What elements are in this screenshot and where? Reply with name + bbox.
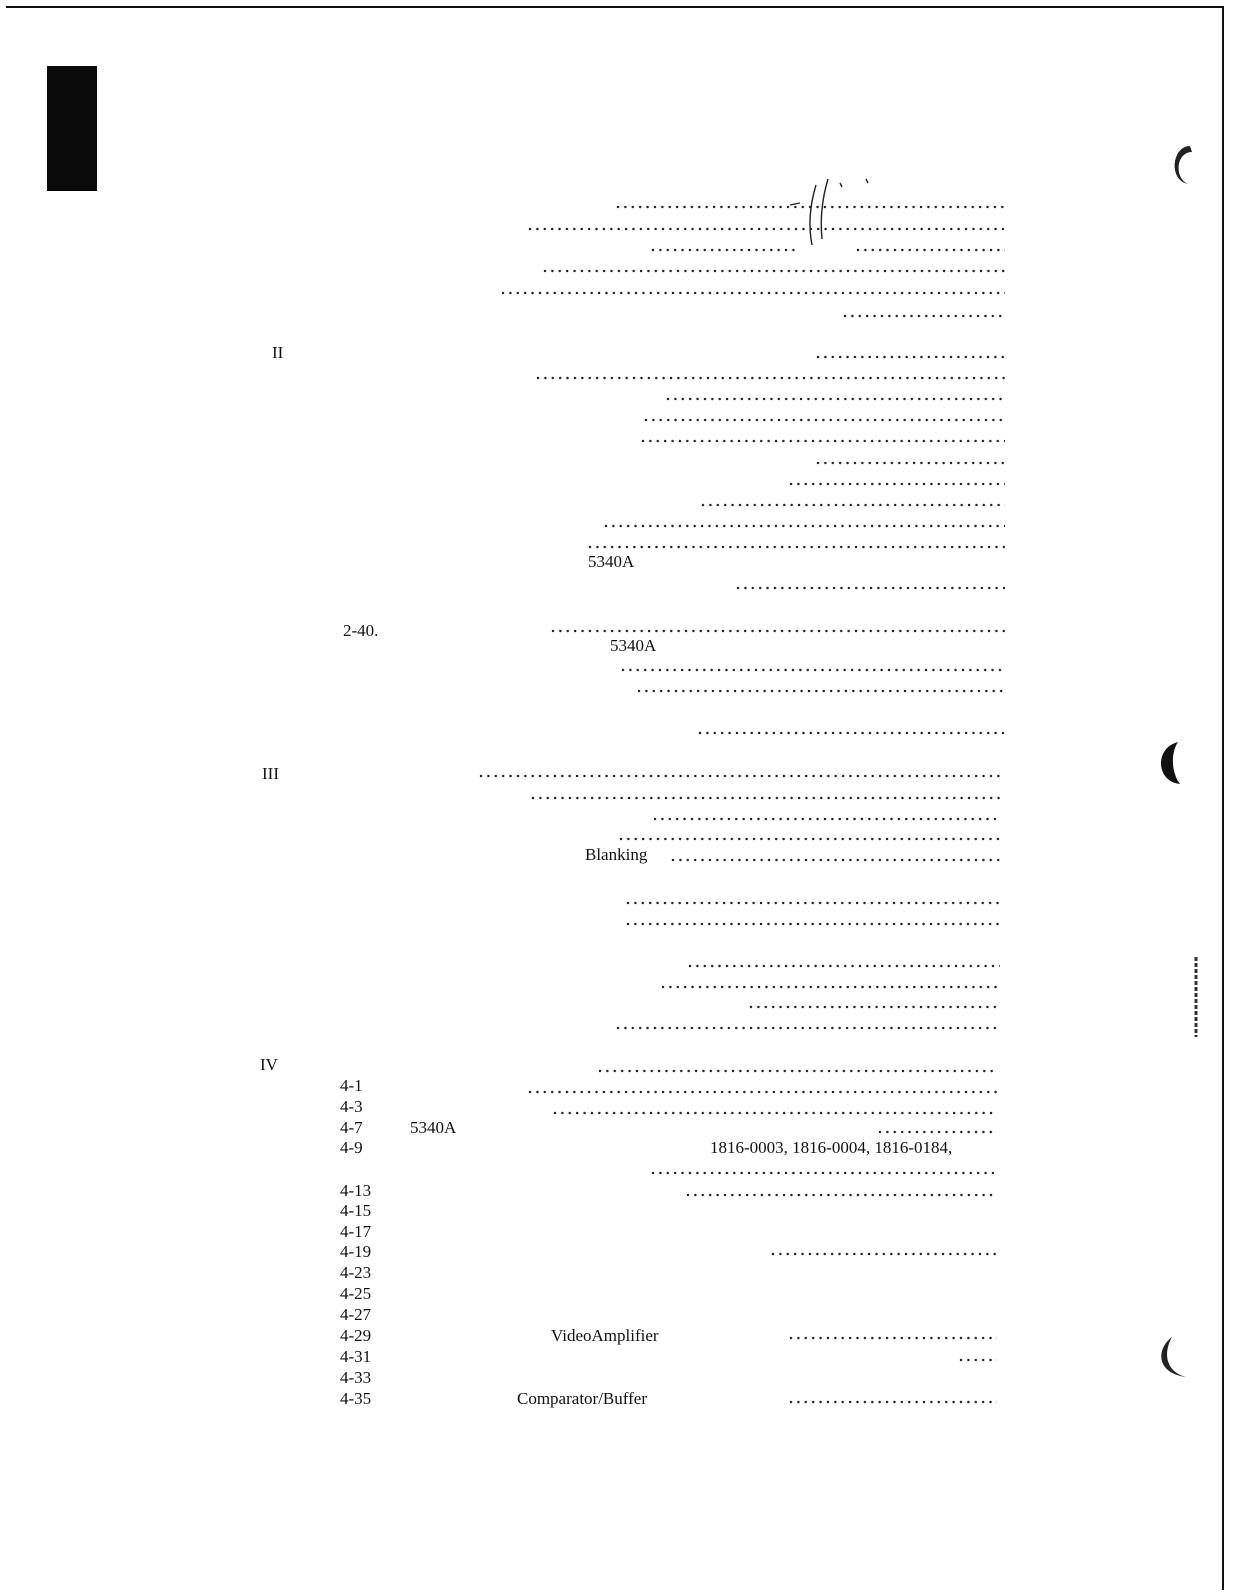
toc-leader: [697, 729, 1005, 737]
paragraph-number: 4-1: [340, 1076, 363, 1095]
toc-leader: [535, 374, 1005, 382]
toc-leader: [855, 246, 1005, 254]
toc-leader: [625, 899, 1000, 907]
toc-leader: [788, 1334, 997, 1342]
toc-entry-comparator-buffer: Comparator/Buffer: [517, 1389, 647, 1408]
toc-leader: [815, 353, 1005, 361]
toc-leader: [670, 856, 1000, 864]
paragraph-number: 4-9: [340, 1138, 363, 1157]
paragraph-number: 4-33: [340, 1368, 372, 1387]
toc-leader: [542, 267, 1005, 275]
toc-leader: [640, 437, 1005, 445]
scan-artifact-strip: [1190, 955, 1202, 1040]
binder-hole-mark-bottom: [1150, 1335, 1195, 1385]
toc-leader: [788, 480, 1005, 488]
toc-leader: [615, 203, 1005, 211]
toc-leader: [815, 459, 1005, 467]
toc-leader: [665, 395, 1005, 403]
model-number-text: 5340A: [410, 1118, 457, 1137]
toc-leader: [500, 289, 1005, 297]
section-heading-iv: IV: [260, 1055, 278, 1074]
paragraph-number: 4-25: [340, 1284, 372, 1303]
toc-leader: [527, 1088, 997, 1096]
paragraph-number: 4-13: [340, 1181, 372, 1200]
toc-leader: [643, 416, 1005, 424]
paragraph-number: 4-19: [340, 1242, 372, 1261]
toc-leader: [842, 312, 1005, 320]
toc-leader: [550, 627, 1005, 635]
toc-leader: [620, 666, 1005, 674]
toc-leader: [685, 1191, 997, 1199]
toc-leader: [650, 246, 795, 254]
toc-leader: [587, 543, 1005, 551]
toc-leader: [687, 962, 1000, 970]
fuse-part-numbers: 1816-0003, 1816-0004, 1816-0184,: [710, 1138, 953, 1157]
section-thumb-tab: [47, 66, 97, 191]
toc-entry-blanking: Blanking: [585, 845, 648, 864]
toc-leader: [478, 772, 1000, 780]
paragraph-number: 4-7: [340, 1118, 363, 1137]
paragraph-number: 4-17: [340, 1222, 372, 1241]
model-number-text: 5340A: [588, 552, 635, 571]
toc-leader: [877, 1128, 997, 1136]
toc-leader: [597, 1067, 997, 1075]
toc-entry-video-amplifier: VideoAmplifier: [551, 1326, 659, 1345]
toc-leader: [603, 522, 1005, 530]
binder-hole-mark-middle: [1150, 740, 1190, 790]
toc-leader: [660, 983, 1000, 991]
toc-leader: [958, 1356, 997, 1364]
toc-leader: [615, 1024, 1000, 1032]
toc-leader: [748, 1003, 1000, 1011]
section-heading-iii: III: [262, 764, 279, 783]
toc-leader: [700, 501, 1005, 509]
model-number-text: 5340A: [610, 636, 657, 655]
toc-leader: [618, 835, 1000, 843]
toc-leader: [552, 1109, 997, 1117]
paragraph-number: 4-23: [340, 1263, 372, 1282]
toc-leader: [625, 920, 1000, 928]
paragraph-number: 4-29: [340, 1326, 372, 1345]
toc-leader: [788, 1398, 997, 1406]
toc-leader: [527, 225, 1005, 233]
toc-leader: [735, 584, 1005, 592]
paragraph-number: 4-27: [340, 1305, 372, 1324]
paragraph-number: 2-40.: [343, 621, 379, 640]
paragraph-number: 4-15: [340, 1201, 372, 1220]
paragraph-number: 4-31: [340, 1347, 372, 1366]
toc-leader: [530, 794, 1000, 802]
section-heading-ii: II: [272, 343, 284, 362]
binder-hole-mark-top: [1160, 140, 1200, 190]
paragraph-number: 4-35: [340, 1389, 372, 1408]
toc-leader: [650, 1169, 997, 1177]
toc-leader: [770, 1250, 997, 1258]
paragraph-number: 4-3: [340, 1097, 363, 1116]
toc-leader: [636, 687, 1005, 695]
toc-leader: [652, 815, 1000, 823]
